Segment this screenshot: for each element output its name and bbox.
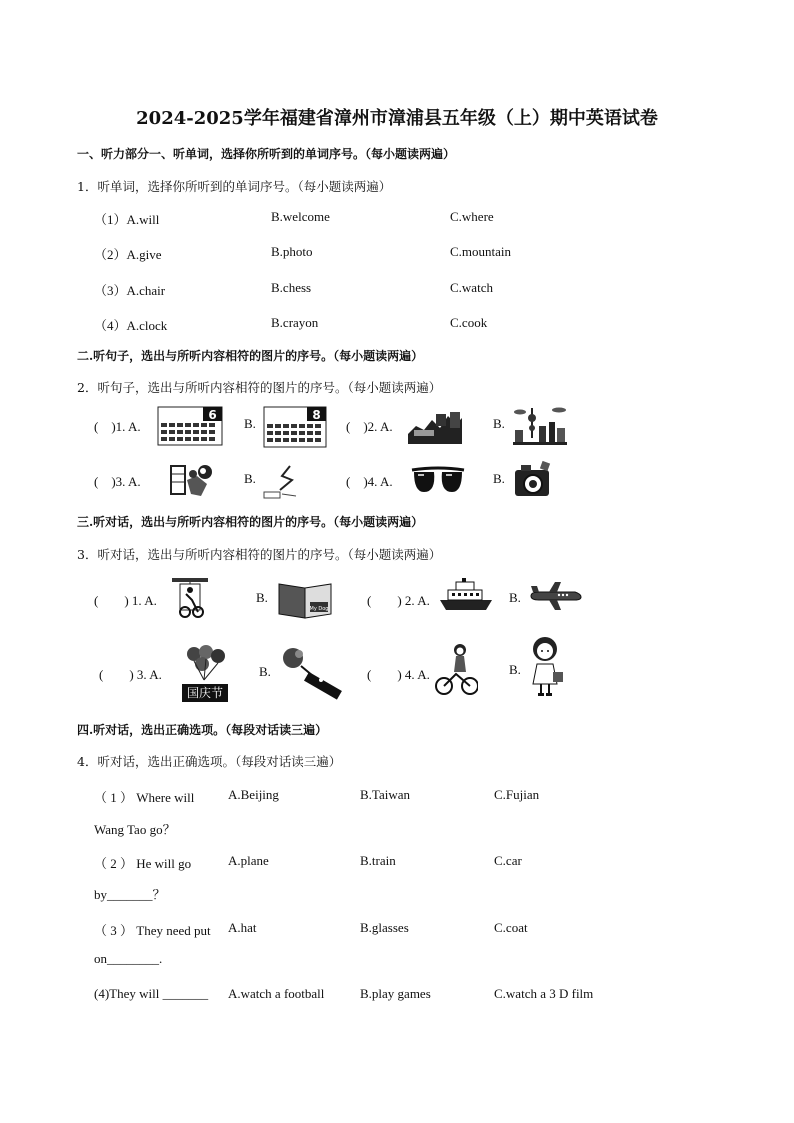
playing-kids-image bbox=[167, 460, 217, 500]
q4-item3-c: C.coat bbox=[494, 920, 528, 935]
q2-p1-b-label: B. bbox=[244, 416, 256, 431]
q1-row1-a: （1）A.will bbox=[94, 212, 160, 227]
q4-stem: 4．听对话，选出正确选项。（每段对话读三遍） bbox=[77, 754, 342, 769]
q3-p3-label: ( ) 3. A. bbox=[99, 667, 162, 682]
q4-item4-question: (4)They will _______ bbox=[94, 986, 209, 1001]
q4-item1-question: （ 1 ） Where will bbox=[94, 790, 195, 805]
open-book-image bbox=[277, 580, 333, 620]
q4-item1-b: B.Taiwan bbox=[360, 787, 410, 802]
q3-p1-b-label: B. bbox=[256, 590, 268, 605]
q4-item4-c: C.watch a 3 D film bbox=[494, 986, 594, 1001]
ship-image bbox=[438, 578, 494, 614]
q3-p2-label: ( ) 2. A. bbox=[367, 593, 430, 608]
camera-image bbox=[511, 460, 553, 500]
q4-item2-c: C.car bbox=[494, 853, 522, 868]
q3-p1-label: ( ) 1. A. bbox=[94, 593, 157, 608]
q3-stem: 3．听对话，选出与所听内容相符的图片的序号。（每小题读两遍） bbox=[77, 547, 442, 562]
q2-p4-b-label: B. bbox=[493, 471, 505, 486]
q1-row2-c: C.mountain bbox=[450, 244, 512, 259]
sunglasses-image bbox=[410, 464, 466, 498]
section-1-heading: 一、听力部分一、听单词，选择你所听到的单词序号。（每小题读两遍） bbox=[77, 147, 456, 161]
cyclist-sign-image bbox=[170, 576, 210, 624]
q4-item4-a: A.watch a football bbox=[228, 986, 325, 1001]
calendar-6-image bbox=[157, 406, 223, 446]
q2-p2-b-label: B. bbox=[493, 416, 505, 431]
balloon-stick-image bbox=[279, 644, 349, 700]
q3-p4-label: ( ) 4. A. bbox=[367, 667, 430, 682]
q1-row3-b: B.chess bbox=[271, 280, 312, 295]
section-2-heading: 二.听句子，选出与所听内容相符的图片的序号。（每小题读两遍） bbox=[77, 349, 424, 363]
q1-row2-a: （2）A.give bbox=[94, 247, 162, 262]
q3-p3-b-label: B. bbox=[259, 664, 271, 679]
calendar-8-image bbox=[263, 406, 327, 448]
q4-item2-b: B.train bbox=[360, 853, 396, 868]
q3-p4-b-label: B. bbox=[509, 662, 521, 677]
section-4-heading: 四.听对话，选出正确选项。（每段对话读三遍） bbox=[77, 723, 328, 737]
q4-item2-continuation: by_______？ bbox=[94, 887, 166, 902]
kite-string-image bbox=[262, 462, 302, 502]
girl-with-bag-image bbox=[527, 636, 567, 700]
q4-item3-question: （ 3 ） They need put bbox=[94, 923, 211, 938]
q1-row3-c: C.watch bbox=[450, 280, 493, 295]
q4-item1-a: A.Beijing bbox=[228, 787, 279, 802]
q4-item1-c: C.Fujian bbox=[494, 787, 540, 802]
q4-item1-continuation: Wang Tao go？ bbox=[94, 822, 176, 837]
q4-item2-a: A.plane bbox=[228, 853, 269, 868]
q2-p3-label: ( )3. A. bbox=[94, 474, 141, 489]
q4-item4-b: B.play games bbox=[360, 986, 431, 1001]
q4-item3-b: B.glasses bbox=[360, 920, 409, 935]
q1-row4-c: C.cook bbox=[450, 315, 488, 330]
girl-on-bike-image bbox=[434, 642, 478, 698]
q1-row4-b: B.crayon bbox=[271, 315, 319, 330]
city-skyline-image bbox=[511, 404, 569, 446]
q2-p3-b-label: B. bbox=[244, 471, 256, 486]
q2-p4-label: ( )4. A. bbox=[346, 474, 393, 489]
banner-text: 国庆节 bbox=[186, 686, 224, 700]
q1-row1-c: C.where bbox=[450, 209, 494, 224]
section-3-heading: 三.听对话，选出与所听内容相符的图片的序号。（每小题读两遍） bbox=[77, 515, 424, 529]
national-day-balloons-image bbox=[180, 644, 232, 706]
q1-row4-a: （4）A.clock bbox=[94, 318, 168, 333]
q4-item2-question: （ 2 ） He will go bbox=[94, 856, 192, 871]
q2-p2-label: ( )2. A. bbox=[346, 419, 393, 434]
page-title: 2024-2025学年福建省漳州市漳浦县五年级（上）期中英语试卷 bbox=[136, 108, 658, 129]
q1-stem: 1．听单词，选择你所听到的单词序号。（每小题读两遍） bbox=[77, 179, 392, 194]
q1-row2-b: B.photo bbox=[271, 244, 313, 259]
airplane-image bbox=[527, 582, 583, 612]
calendar-8-number: 8 bbox=[312, 408, 321, 422]
calendar-6-number: 6 bbox=[208, 408, 217, 422]
q1-row3-a: （3）A.chair bbox=[94, 283, 166, 298]
q1-row1-b: B.welcome bbox=[271, 209, 330, 224]
great-wall-image bbox=[406, 404, 464, 446]
book-title: My Dog bbox=[309, 606, 329, 612]
q3-p2-b-label: B. bbox=[509, 590, 521, 605]
q2-p1-label: ( )1. A. bbox=[94, 419, 141, 434]
q4-item3-a: A.hat bbox=[228, 920, 257, 935]
q2-stem: 2．听句子，选出与所听内容相符的图片的序号。（每小题读两遍） bbox=[77, 380, 442, 395]
q4-item3-continuation: on________. bbox=[94, 951, 163, 966]
